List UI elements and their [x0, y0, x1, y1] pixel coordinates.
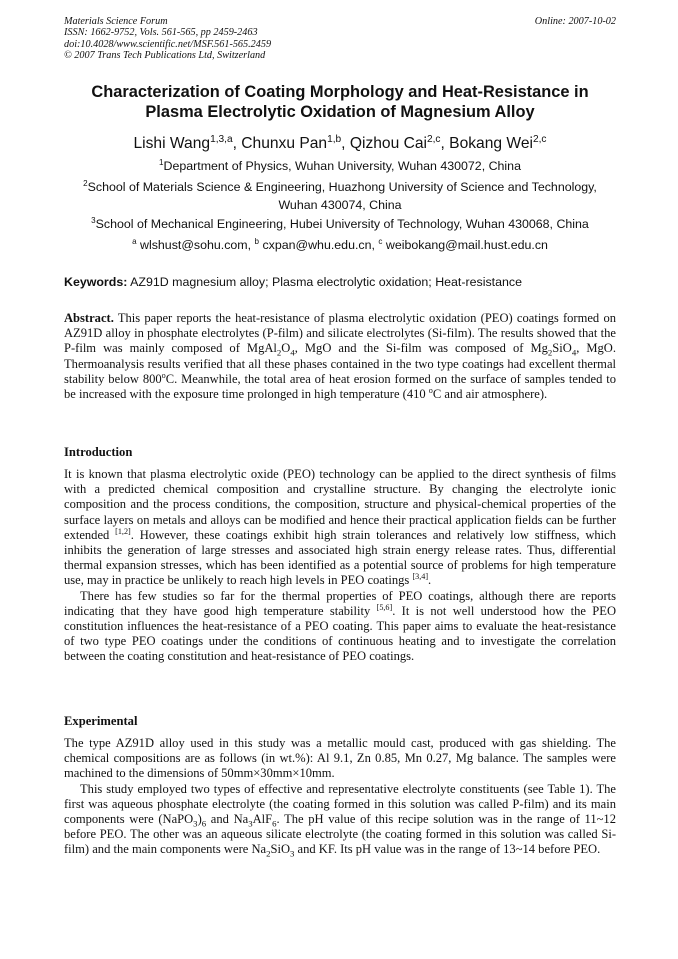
experimental-body [64, 736, 616, 858]
author-4: Bokang Wei$^{2,c}$ [449, 133, 547, 152]
intro-paragraph-2: There has few studies so far for the thermal properties of PEO coatings, although there are reports indicating that they have good high temperature stability [5,6]. It is not well understood how the PEO constitution influences the heat-resistance of a PEO coating. This paper aims to evaluate the heat-resistance of two type PEO coatings under the conditions of continuous heating and to investigate the correlation between the coating constitution and heat-resistance of PEO coatings. [64, 588, 617, 664]
email-a[interactable]: $^a$ wlshust@sohu.com, [132, 236, 255, 252]
email-c[interactable]: $^c$ weibokang@mail.hust.edu.cn [378, 236, 548, 252]
abstract: Abstract. This paper reports the heat-resistance of plasma electrolytic oxidation (PEO) coatings formed on AZ91D alloy in phosphate electrolytes (P-film) and silicate electrolytes (Si-film). The results showed that the P-film was mainly composed of $MgAl_2O_4$, MgO and the Si-film was composed of $Mg_2SiO_4$, MgO. Thermoanalysis results verified that all these phases contained in the two type coatings had excellent thermal stability below 800$^o$C. Meanwhile, the total area of heat erosion formed on the surface of samples tended to be increased with the exposure time prolonged in high temperature (410 $^o$C and air atmosphere). [64, 311, 617, 402]
author-2: Chunxu Pan$^{1,b}$, [241, 133, 350, 152]
exp-paragraph-1: The type AZ91D alloy used in this study was a metallic mould cast, produced with gas shielding. The chemical compositions are as follows (in wt.%): Al 9.1, Zn 0.85, Mn 0.27, Mg balance. The samples were machined to the dimensions of 50mm×30mm×10mm. [64, 736, 616, 781]
title-line-2: Plasma Electrolytic Oxidation of Magnesium Alloy [145, 103, 535, 121]
introduction-heading: Introduction [64, 445, 133, 459]
author-1: Lishi Wang$^{1,3,a}$, [133, 133, 242, 152]
citation-1-2: [1,2] [115, 526, 131, 536]
paper-title [64, 82, 616, 122]
exp-paragraph-2: This study employed two types of effective and representative electrolyte constituents (see Table 1). The first was aqueous phosphate electrolyte (the coating formed in this solution was called P-film) and its main components were $(NaPO_3)_6$ and $Na_3AlF_6$. The pH value of this recipe solution was in the range of 11~12 before PEO. The other was an aqueous silicate electrolyte (the coating formed in this solution was called Si-film) and the main components were $Na_2SiO_3$ and KF. Its pH value was in the range of 13~14 before PEO. [64, 781, 616, 859]
copyright-line: © 2007 Trans Tech Publications Ltd, Switzerland [64, 50, 266, 62]
affiliation-2: $^2$School of Materials Science & Engineering, Huazhong University of Science and Technology, Wuhan 430074, China [83, 178, 597, 212]
issn-line: ISSN: 1662-9752, Vols. 561-565, pp 2459-2463 [64, 27, 258, 39]
keywords-label: Keywords: [64, 275, 128, 289]
online-date: Online: 2007-10-02 [534, 16, 616, 27]
author-3: Qizhou Cai$^{2,c}$, [349, 133, 450, 152]
introduction-body [64, 467, 616, 665]
keywords [64, 274, 616, 290]
email-b[interactable]: $^b$ cxpan@whu.edu.cn, [254, 236, 379, 252]
affiliation-1: $^1$Department of Physics, Wuhan University, Wuhan 430072, China [159, 157, 521, 173]
intro-paragraph-1: It is known that plasma electrolytic oxide (PEO) technology can be applied to the direct synthesis of films with a predicted chemical composition and crystalline structure. By changing the electrolyte ionic composition and the process conditions, the composition, structure and physical-chemical properties of the surface layers on metals and alloys can be modified and hence their practical application fields can be further extended [1,2]. However, these coatings exhibit high strain tolerances and relatively low stiffness, which inhibits the generation of large stresses and associated high strain energy release rates. Thus, differential thermal expansion stresses, which has been identified as a potential source of problems for high temperature use, may in practice be unlikely to reach high levels in PEO coatings [3,4]. [64, 467, 616, 588]
affiliation-3: $^3$School of Mechanical Engineering, Hubei University of Technology, Wuhan 430068, China [91, 215, 589, 231]
email-line [64, 237, 616, 255]
abstract-label: Abstract. [64, 311, 114, 325]
keywords-text: AZ91D magnesium alloy; Plasma electrolytic oxidation; Heat-resistance [127, 275, 522, 289]
journal-name: Materials Science Forum [64, 16, 168, 27]
running-header [64, 16, 616, 62]
doi-line: doi:10.4028/www.scientific.net/MSF.561-565.2459 [64, 38, 272, 50]
citation-3-4: [3,4] [412, 572, 429, 582]
title-line-1: Characterization of Coating Morphology and Heat-Resistance in [91, 83, 589, 101]
citation-5-6: [5,6] [376, 602, 393, 612]
author-list [64, 134, 616, 153]
experimental-heading: Experimental [64, 714, 138, 728]
